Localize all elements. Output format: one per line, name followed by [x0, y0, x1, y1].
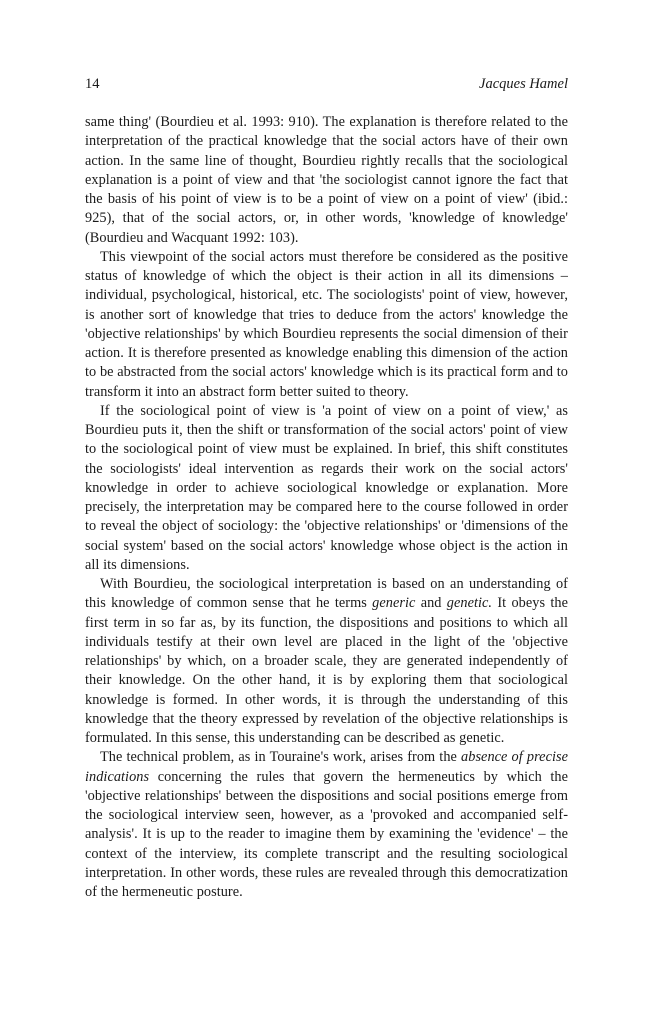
- paragraph-4-part-3: It obeys the first term in so far as, by its function, the dispositions and positions to which all individuals testify at their own level are placed in the light of the 'objective relationships' by which, on a broader scale, they are generated independently of their knowledge. On the other hand, it is by exploring them that sociological knowledge is formed. In other words, it is through the understanding of this knowledge that the theory expressed by revelation of the objective relationships is formulated. In this sense, this understanding can be described as genetic.: [85, 595, 568, 746]
- book-page: [85, 76, 568, 902]
- paragraph-4: [85, 575, 568, 748]
- paragraph-3: If the sociological point of view is 'a point of view on a point of view,' as Bourdieu puts it, then the shift or transformation of the social actors' point of view to the sociological point of view must be explained. In brief, this shift constitutes the sociologists' ideal intervention as regards their work on the social actors' knowledge in order to achieve sociological knowledge or explanation. More precisely, the interpretation may be compared here to the course followed in order to reveal the object of sociology: the 'objective relationships' or 'dimensions of the social system' based on the social actors' knowledge whose object is the action in all its dimensions.: [85, 402, 568, 573]
- paragraph-5: [85, 748, 568, 902]
- term-genetic: genetic.: [446, 595, 493, 612]
- paragraph-1: same thing' (Bourdieu et al. 1993: 910). The explanation is therefore related to the interpretation of the practical knowledge that the social actors have of their own action. In the same line of thought, Bourdieu rightly recalls that the sociological explanation is a point of view and that 'the sociologist cannot ignore the fact that the basis of his point of view is to be a point of view on a point of view' (ibid.: 925), that of the social actors, or, in other words, 'knowledge of knowledge' (Bourdieu and Wacquant 1992: 103).: [85, 114, 568, 246]
- term-absence-of-precise-indications: absence of precise indications: [85, 749, 568, 785]
- paragraph-5-part-2: concerning the rules that govern the hermeneutics by which the 'objective relationships' between the dispositions and social positions emerge from the sociological interview seen, however, as a 'provoked and accompanied self-analysis'. It is up to the reader to imagine them by examining the 'evidence' – the context of the interview, its complete transcript and the resulting sociological interpretation. In other words, these rules are revealed through this democratization of the hermeneutic posture.: [85, 768, 568, 900]
- running-head-author: Jacques Hamel: [479, 76, 568, 92]
- body-text: [85, 113, 568, 902]
- paragraph-5-part-1: The technical problem, as in Touraine's work, arises from the: [100, 749, 462, 766]
- paragraph-2: This viewpoint of the social actors must therefore be considered as the positive status of knowledge of which the object is their action in all its dimensions – individual, psychological, historical, etc. The sociologists' point of view, however, is another sort of knowledge that tries to deduce from the actors' knowledge the 'objective relationships' by which Bourdieu represents the social dimension of their action. It is therefore presented as knowledge enabling this dimension of the action to be abstracted from the social actors' knowledge which is its practical form and to transform it into an abstract form better suited to theory.: [85, 248, 568, 400]
- page-number: 14: [85, 76, 100, 92]
- term-generic: generic: [372, 595, 416, 612]
- paragraph-4-part-2: and: [415, 595, 447, 612]
- paragraph-4-part-1: With Bourdieu, the sociological interpretation is based on an understanding of this knowledge of common sense that he terms: [85, 576, 568, 612]
- running-head: [85, 76, 568, 96]
